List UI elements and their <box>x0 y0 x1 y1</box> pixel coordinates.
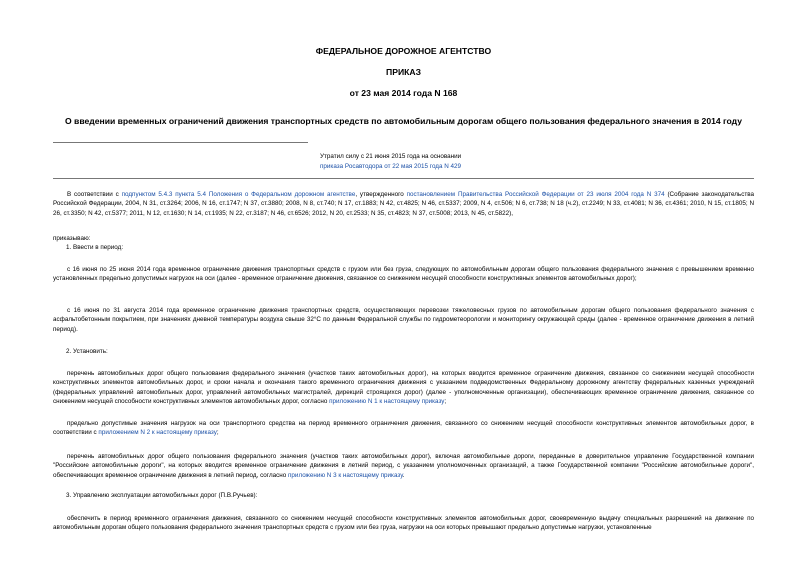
document-title: О введении временных ограничений движения транспортных средств по автомобильным дорогам общего пользования федерального значения в 2014 году <box>64 116 743 126</box>
item-2-c-link[interactable]: приложению N 3 к настоящему приказу <box>288 471 403 479</box>
item-3: 3. Управлению эксплуатации автомобильных дорог (П.В.Ручьев): <box>66 492 258 499</box>
repeal-note-text: Утратил силу с 21 июня 2015 года на основании <box>320 153 462 160</box>
date-number-heading: от 23 мая 2014 года N 168 <box>349 88 458 98</box>
preamble-text-1: В соответствии с <box>67 191 122 198</box>
item-2-b-end: ; <box>216 429 219 437</box>
repeal-note-link[interactable]: приказа Росавтодора от 22 мая 2015 года N 429 <box>320 162 462 170</box>
doc-type-heading: ПРИКАЗ <box>386 67 421 77</box>
item-2-a-end: ; <box>444 397 447 405</box>
item-2-c-end: . <box>402 471 405 479</box>
item-2-a-link[interactable]: приложению N 1 к настоящему приказу <box>329 397 445 405</box>
preamble-text-3: (Собрание законодательства Российской Федерации, 2004, N 31, ст.3264; 2006, N 16, ст.1747; N 37, ст.3880; 2008, N 8, ст.740; N 17, ст.1883; N 42, ст.4825; N 46, ст.5337; 2009, N 4, ст.506; N 6, ст.738; N 18 (ч.2), ст.2249; N 33, ст.4081; N 36, ст.4361; 2010, N 15, ст.1805; N 26, ст.3350; N 42, ст.5377; 2011, N 12, ст.1630; N 14, ст.1935; N 22, ст.3187; N 46, ст.6526; 2012, N 20, ст.2533; N 35, ст.4823; N 37, ст.5008; 2013, N 45, ст.5822), <box>53 191 755 217</box>
divider-bottom <box>53 178 754 179</box>
item-1: 1. Ввести в период: <box>66 244 124 251</box>
item-2-c-text: перечень автомобильных дорог общего пользования федерального значения (участков таких автомобильных дорог), включая автомобильные дороги, переданные в доверительное управление Государственной компании "Российские автомобильные дороги", на которых вводится временное ограничение движения в летний период, с указанием уполномоченных организаций, а также Государственной компании "Российские автомобильные дороги", обеспечивающих временное ограничение движения в летний период, согласно <box>53 453 754 479</box>
preamble-text-2: , утвержденного <box>355 191 407 198</box>
item-1-a: с 16 июня по 25 июня 2014 года временное ограничение движения транспортных средств с грузом или без груза, следующих по автомобильным дорогам общего пользования федерального значения с превышением временно установленных предельно допустимых нагрузок на оси (далее - временное ограничение движения, связанное со снижением несущей способности конструктивных элементов автомобильных дорог); <box>53 266 754 283</box>
item-2: 2. Установить: <box>66 348 108 355</box>
item-3-a: обеспечить в период временного ограничения движения, связанного со снижением несущей способности конструктивных элементов автомобильных дорог, своевременную выдачу специальных разрешений на движение по автомобильным дорогам общего пользования федерального значения транспортных средств с грузом или без груза, нагрузки на оси которых превышают предельно допустимые нагрузки, установленные <box>53 515 754 532</box>
repeal-note <box>320 152 520 171</box>
item-2-b-link[interactable]: приложением N 2 к настоящему приказу <box>98 429 217 437</box>
item-2-a-text: перечень автомобильных дорог общего пользования федерального значения (участков таких автомобильных дорог), на которых вводится временное ограничение движения, связанное со снижением несущей способности конструктивных элементов автомобильных дорог, и сроки начала и окончания такого временного ограничения движения с указанием подведомственных Федеральному дорожному агентству федеральных казенных учреждений (федеральных управлений автомобильных дорог, управлений автомобильных магистралей, дирекций строящихся дорог) (далее - уполномоченные организации), обеспечивающих временное ограничение движения, связанное со снижением несущей способности конструктивных элементов автомобильных дорог, согласно <box>53 370 754 405</box>
item-2-c <box>53 452 754 480</box>
divider-top <box>53 142 308 143</box>
item-2-b-text: предельно допустимые значения нагрузок на оси транспортного средства на период временного ограничения движения, связанного со снижением несущей способности конструктивных элементов автомобильных дорог, в соответствии с <box>53 420 754 437</box>
item-1-b: с 16 июня по 31 августа 2014 года временное ограничение движения транспортных средств, осуществляющих перевозки тяжеловесных грузов по автомобильным дорогам общего пользования федерального значения с асфальтобетонным покрытием, при значениях дневной температуры воздуха свыше 32°С по данным Федеральной службы по гидрометеорологии и мониторингу окружающей среды (далее - временное ограничение движения в летний период). <box>53 307 754 333</box>
order-word: приказываю: <box>53 235 91 242</box>
agency-heading: ФЕДЕРАЛЬНОЕ ДОРОЖНОЕ АГЕНТСТВО <box>315 46 492 56</box>
item-2-b <box>53 419 754 438</box>
preamble-paragraph <box>53 190 754 218</box>
item-2-a <box>53 369 754 406</box>
preamble-link-1[interactable]: подпунктом 5.4.3 пункта 5.4 Положения о Федеральном дорожном агентстве <box>121 191 356 198</box>
preamble-link-2[interactable]: постановлением Правительства Российской Федерации от 23 июля 2004 года N 374 <box>406 191 665 198</box>
